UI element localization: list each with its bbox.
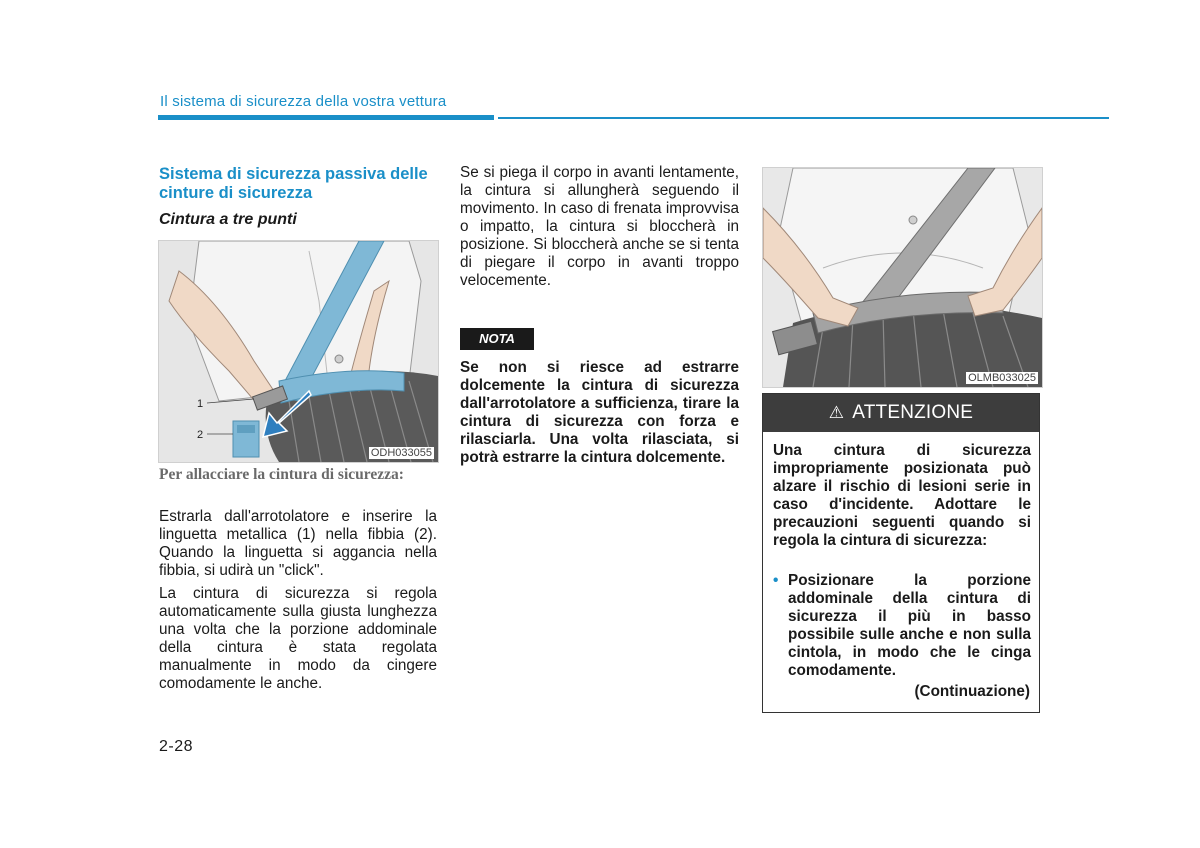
callout-1: 1: [197, 398, 204, 410]
illustration-belt-buckle: [159, 241, 438, 462]
paragraph-adjustment: La cintura di sicurezza si regola automaticamente sulla giusta lunghezza una volta che la porzione addominale della cintura è stata regolata manualmente in modo da cingere comodamente le anche.: [159, 585, 437, 692]
paragraph-locking: Se si piega il corpo in avanti lentamente, la cintura si allungherà seguendo il movimento. In caso di frenata improvvisa o impatto, la cintura si bloccherà in posizione. Si bloccherà anche se si tenta di piegare il corpo in avanti troppo velocemente.: [460, 164, 739, 289]
warning-body: Una cintura di sicurezza impropriamente posizionata può alzare il rischio di lesioni serie in caso d'incidente. Adottare le precauzioni seguenti quando si regola la cintura di sicurezza:: [773, 442, 1031, 549]
header-rule-thick: [158, 115, 494, 120]
warning-box: [762, 393, 1040, 713]
figure-code: OLMB033025: [968, 372, 1036, 384]
figure-lap-belt: [762, 167, 1043, 388]
warning-bullet-text: Posizionare la porzione addominale della cintura di sicurezza il più in basso possibile sulle anche e non sulla cintola, in modo che le cinga comodamente.: [788, 572, 1031, 679]
warning-title: ATTENZIONE: [852, 402, 974, 423]
callout-2: 2: [197, 429, 204, 441]
warning-triangle-icon: ⚠: [828, 403, 845, 422]
paragraph-fastening: Estrarla dall'arrotolatore e inserire la linguetta metallica (1) nella fibbia (2). Quando la linguetta si aggancia nella fibbia, si udirà un "click".: [159, 508, 437, 579]
header-rule-thin: [498, 117, 1109, 119]
note-text: Se non si riesce ad estrarre dolcemente la cintura di sicurezza dall'arrotolatore a sufficienza, tirare la cintura di sicurezza con forza e rilasciarla. Una volta rilasciata, si potrà estrarre la cintura dolcemente.: [460, 359, 739, 466]
note-label: NOTA: [460, 328, 534, 350]
running-header: Il sistema di sicurezza della vostra vettura: [160, 93, 447, 110]
figure-fastening-belt: [158, 240, 439, 463]
figure-code: ODH033055: [370, 447, 432, 459]
bullet-icon: •: [773, 572, 779, 589]
figure-caption: Per allacciare la cintura di sicurezza:: [159, 466, 404, 483]
warning-bullet: [773, 572, 1031, 680]
subsection-title: Cintura a tre punti: [159, 211, 297, 228]
section-title: Sistema di sicurezza passiva delle cinture di sicurezza: [159, 165, 428, 202]
warning-header: [763, 394, 1039, 432]
illustration-lap-belt: [763, 168, 1042, 387]
continuation-label: (Continuazione): [914, 683, 1030, 700]
page-number: 2-28: [159, 738, 194, 755]
